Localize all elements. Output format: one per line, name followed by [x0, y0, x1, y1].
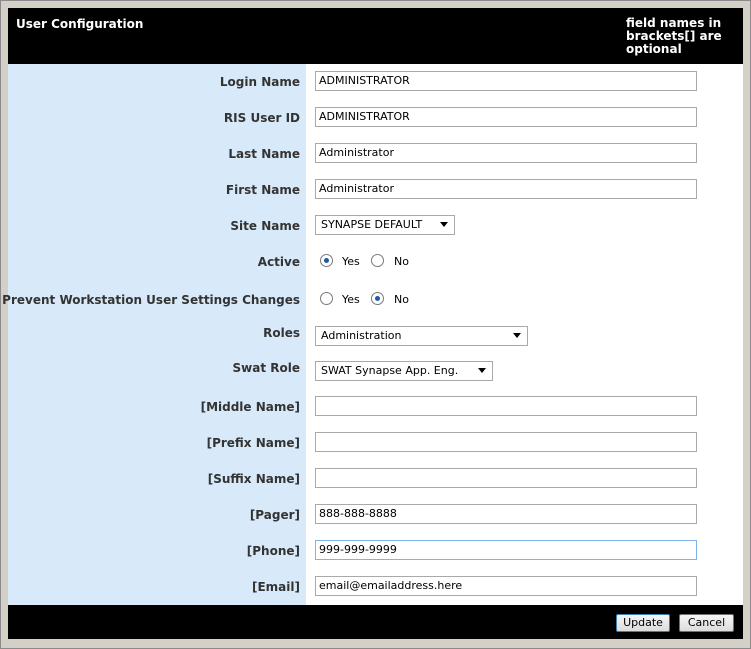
active-label: Active: [257, 255, 300, 269]
phone-input[interactable]: 999-999-9999: [315, 540, 697, 560]
roles-label: Roles: [263, 326, 300, 340]
optional-fields-note: field names in brackets[] are optional: [626, 16, 722, 56]
last-name-input[interactable]: Administrator: [315, 143, 697, 163]
swat-role-label: Swat Role: [232, 361, 300, 375]
ris-user-id-label: RIS User ID: [223, 111, 300, 125]
active-yes-label: Yes: [342, 255, 360, 268]
prevent-changes-yes-radio[interactable]: [320, 292, 333, 305]
swat-role-row: [8, 361, 743, 385]
prefix-name-input[interactable]: [315, 432, 697, 452]
ris-user-id-row: [8, 107, 743, 131]
prevent-changes-no-label: No: [394, 293, 409, 306]
prevent-changes-row: [2, 292, 743, 316]
phone-label: [Phone]: [246, 544, 300, 558]
prefix-name-label: [Prefix Name]: [206, 436, 300, 450]
email-input[interactable]: email@emailaddress.here: [315, 576, 697, 596]
pager-input[interactable]: 888-888-8888: [315, 504, 697, 524]
last-name-row: [8, 143, 743, 167]
roles-value: Administration: [321, 329, 402, 342]
swat-role-value: SWAT Synapse App. Eng.: [321, 364, 459, 377]
site-name-label: Site Name: [230, 219, 300, 233]
suffix-name-label: [Suffix Name]: [207, 472, 300, 486]
login-name-row: [8, 71, 743, 95]
prevent-changes-yes-label: Yes: [342, 293, 360, 306]
prevent-changes-label: Prevent Workstation User Settings Changes: [2, 293, 300, 307]
last-name-label: Last Name: [228, 147, 300, 161]
login-name-label: Login Name: [219, 75, 300, 89]
site-name-value: SYNAPSE DEFAULT: [321, 218, 423, 231]
middle-name-row: [8, 396, 743, 420]
form-body: [2, 64, 743, 605]
site-name-select[interactable]: [315, 215, 455, 235]
chevron-down-icon: [513, 333, 521, 338]
suffix-name-input[interactable]: [315, 468, 697, 488]
first-name-row: [8, 179, 743, 203]
email-label: [Email]: [252, 580, 300, 594]
site-name-row: [8, 215, 743, 239]
dialog-title: User Configuration: [16, 17, 144, 31]
chevron-down-icon: [478, 368, 486, 373]
active-no-radio[interactable]: [371, 254, 384, 267]
prefix-name-row: [8, 432, 743, 456]
suffix-name-row: [8, 468, 743, 492]
swat-role-select[interactable]: [315, 361, 493, 381]
login-name-input[interactable]: ADMINISTRATOR: [315, 71, 697, 91]
chevron-down-icon: [440, 222, 448, 227]
dialog-header: [8, 8, 743, 64]
cancel-button[interactable]: Cancel: [679, 614, 734, 632]
dialog-footer: [8, 605, 743, 639]
prevent-changes-no-radio[interactable]: [371, 292, 384, 305]
middle-name-input[interactable]: [315, 396, 697, 416]
roles-select[interactable]: [315, 326, 528, 346]
pager-row: [8, 504, 743, 528]
phone-row: [8, 540, 743, 564]
active-yes-radio[interactable]: [320, 254, 333, 267]
first-name-label: First Name: [225, 183, 300, 197]
email-row: [8, 576, 743, 600]
roles-row: [8, 326, 743, 350]
ris-user-id-input[interactable]: ADMINISTRATOR: [315, 107, 697, 127]
update-button[interactable]: Update: [616, 614, 670, 632]
first-name-input[interactable]: Administrator: [315, 179, 697, 199]
active-no-label: No: [394, 255, 409, 268]
pager-label: [Pager]: [249, 508, 300, 522]
middle-name-label: [Middle Name]: [200, 400, 300, 414]
active-row: [8, 254, 743, 278]
